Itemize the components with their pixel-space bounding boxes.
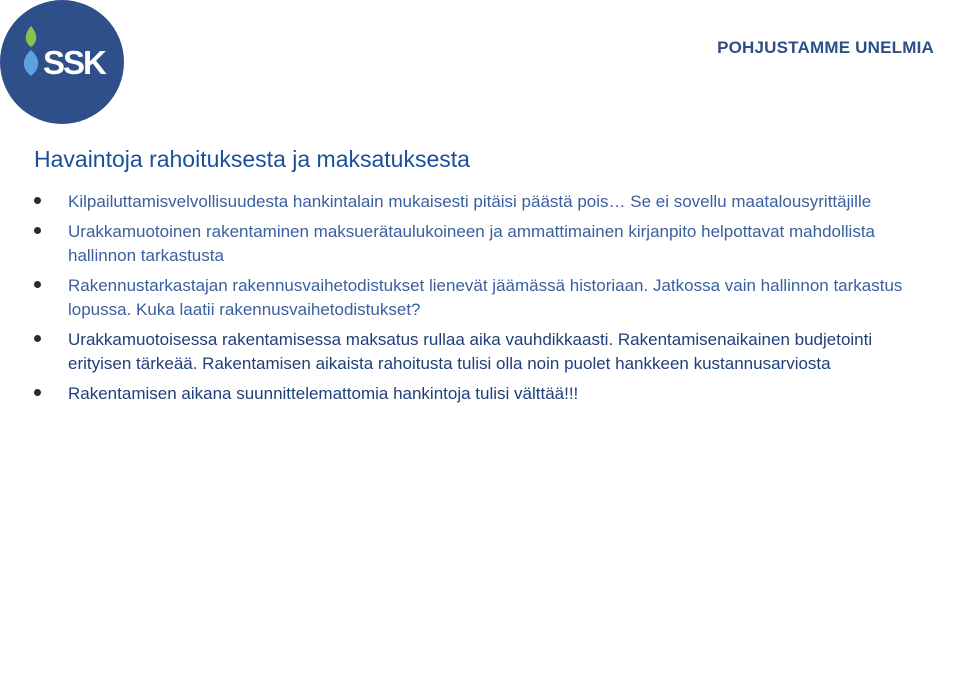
bullet-text: Kilpailuttamisvelvollisuudesta hankintalain mukaisesti pitäisi päästä pois… Se ei sovellu maatalousyrittäjille	[68, 192, 872, 211]
bullet-item	[34, 274, 914, 322]
bullet-text: Urakkamuotoinen rakentaminen maksuerätaulukoineen ja ammattimainen kirjanpito helpottavat mahdollista hallinnon tarkastusta	[68, 222, 875, 265]
bullet-dot-icon	[34, 281, 41, 288]
bullet-dot-icon	[34, 389, 41, 396]
bullet-item	[34, 382, 914, 406]
tagline: POHJUSTAMME UNELMIA	[717, 38, 934, 57]
bullet-text: Rakentamisen aikana suunnittelemattomia hankintoja tulisi välttää!!!	[68, 384, 579, 403]
bullet-dot-icon	[34, 227, 41, 234]
bullet-dot-icon	[34, 335, 41, 342]
bullet-text: Urakkamuotoisessa rakentamisessa maksatus rullaa aika vauhdikkaasti. Rakentamisenaikainen budjetointi erityisen tärkeää. Rakentamisen aikaista rahoitusta tulisi olla noin puolet hankkeen kustannusarviosta	[68, 330, 873, 373]
bullet-item	[34, 190, 914, 214]
bullet-list	[34, 190, 914, 412]
bullet-item	[34, 220, 914, 268]
bullet-text: Rakennustarkastajan rakennusvaihetodistukset lienevät jäämässä historiaan. Jatkossa vain hallinnon tarkastus lopussa. Kuka laatii rakennusvaihetodistukset?	[68, 276, 903, 319]
slide-title: Havaintoja rahoituksesta ja maksatuksesta	[34, 146, 470, 172]
logo-text: SSK	[43, 44, 105, 81]
bullet-dot-icon	[34, 197, 41, 204]
bullet-item	[34, 328, 914, 376]
ssk-logo	[0, 0, 124, 124]
